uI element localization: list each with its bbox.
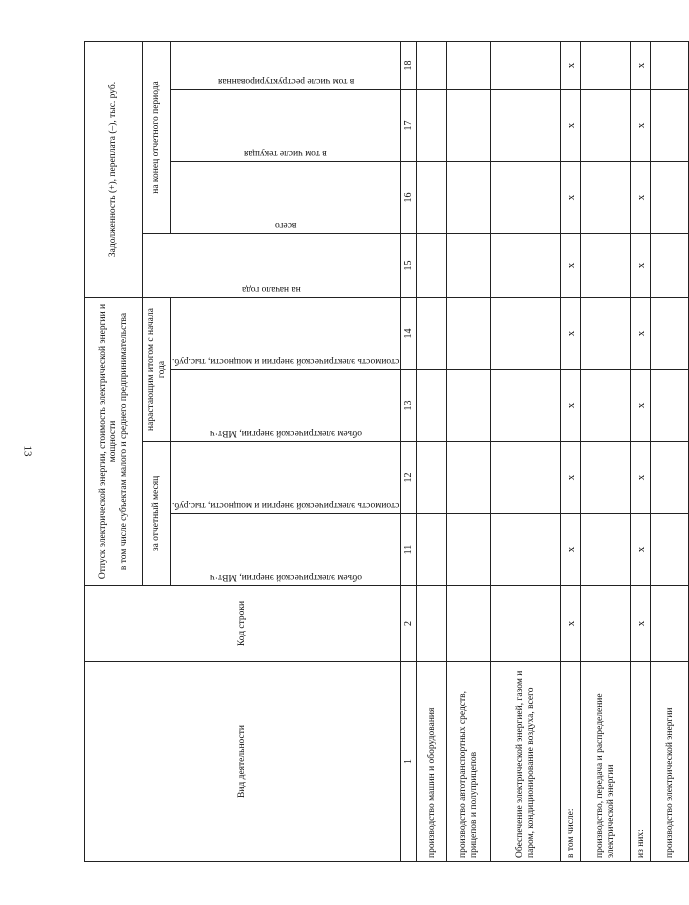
code-cell: х <box>631 586 651 662</box>
value-cell <box>581 297 631 369</box>
col-number: 12 <box>401 442 417 514</box>
value-cell <box>491 297 561 369</box>
value-cell <box>491 370 561 442</box>
header-vid: Вид деятельности <box>85 662 401 862</box>
value-cell <box>651 514 689 586</box>
table-row <box>581 41 631 861</box>
value-cell: х <box>631 89 651 161</box>
col-number: 17 <box>401 89 417 161</box>
value-cell: х <box>561 370 581 442</box>
header-sme: в том числе субъектам малого и среднего предпринимательства <box>118 312 129 571</box>
value-cell <box>417 514 447 586</box>
activity-cell: производство автотранспортных средств, прицепов и полуприцепов <box>447 662 491 862</box>
col-number: 15 <box>401 233 417 297</box>
header-debt: Задолженность (+), переплата (–), тыс. руб. <box>85 41 143 297</box>
code-cell: х <box>561 586 581 662</box>
statistics-table <box>84 42 675 862</box>
value-cell <box>417 161 447 233</box>
col-number: 14 <box>401 297 417 369</box>
value-cell <box>491 514 561 586</box>
header-volume-month: объем электрической энергии, МВт·ч <box>171 514 401 586</box>
value-cell <box>581 89 631 161</box>
col-number: 18 <box>401 41 417 89</box>
value-cell <box>417 41 447 89</box>
header-debt-end: на конец отчетного периода <box>143 41 171 233</box>
value-cell <box>447 297 491 369</box>
table-row <box>417 41 447 861</box>
value-cell <box>651 370 689 442</box>
table-body <box>417 41 689 861</box>
header-period-month: за отчетный месяц <box>143 442 171 586</box>
col-number: 16 <box>401 161 417 233</box>
value-cell <box>651 233 689 297</box>
value-cell: х <box>561 442 581 514</box>
value-cell: х <box>631 161 651 233</box>
value-cell <box>491 161 561 233</box>
table-row <box>631 41 651 861</box>
value-cell <box>651 41 689 89</box>
value-cell <box>447 514 491 586</box>
value-cell <box>417 297 447 369</box>
value-cell <box>417 370 447 442</box>
value-cell: х <box>631 297 651 369</box>
value-cell <box>581 233 631 297</box>
col-number: 11 <box>401 514 417 586</box>
value-cell <box>651 442 689 514</box>
value-cell <box>447 370 491 442</box>
value-cell <box>651 297 689 369</box>
value-cell <box>417 442 447 514</box>
code-cell <box>491 586 561 662</box>
activity-cell: производство машин и оборудования <box>417 662 447 862</box>
value-cell <box>491 442 561 514</box>
activity-cell: из них: <box>631 662 651 862</box>
value-cell <box>581 370 631 442</box>
col-number: 1 <box>401 662 417 862</box>
value-cell <box>581 442 631 514</box>
code-cell <box>417 586 447 662</box>
activity-cell: в том числе: <box>561 662 581 862</box>
header-debt-total: всего <box>171 161 401 233</box>
value-cell <box>651 161 689 233</box>
value-cell <box>447 442 491 514</box>
value-cell <box>417 233 447 297</box>
activity-cell: производство электрической энергии <box>651 662 689 862</box>
code-cell <box>447 586 491 662</box>
column-number-row <box>401 41 417 861</box>
code-cell <box>581 586 631 662</box>
header-debt-restructured: в том числе реструктурированная <box>171 41 401 89</box>
value-cell: х <box>561 297 581 369</box>
table-row <box>651 41 689 861</box>
value-cell <box>581 514 631 586</box>
col-number: 13 <box>401 370 417 442</box>
value-cell <box>417 89 447 161</box>
header-volume-cumulative: объем электрической энергии, МВт·ч <box>171 370 401 442</box>
header-cost-cumulative: стоимость электрической энергии и мощности, тыс.руб. <box>171 297 401 369</box>
table-row <box>561 41 581 861</box>
value-cell: х <box>561 514 581 586</box>
value-cell <box>447 161 491 233</box>
header-debt-start: на начало года <box>143 233 401 297</box>
activity-cell: Обеспечение электрической энергией, газом и паром, кондиционирование воздуха, всего <box>491 662 561 862</box>
value-cell <box>447 89 491 161</box>
header-cost-month: стоимость электрической энергии и мощности, тыс.руб. <box>171 442 401 514</box>
header-code: Код строки <box>85 586 401 662</box>
value-cell <box>447 41 491 89</box>
value-cell: х <box>561 41 581 89</box>
value-cell <box>491 41 561 89</box>
activity-cell: производство, передача и распределение электрической энергии <box>581 662 631 862</box>
code-cell <box>651 586 689 662</box>
value-cell: х <box>631 442 651 514</box>
header-otpusk <box>85 297 143 585</box>
header-period-cumulative: нарастающим итогом с начала года <box>143 297 171 441</box>
value-cell <box>581 161 631 233</box>
value-cell <box>491 233 561 297</box>
value-cell <box>651 89 689 161</box>
table-row <box>491 41 561 861</box>
value-cell: х <box>631 514 651 586</box>
value-cell: х <box>561 161 581 233</box>
value-cell: х <box>631 233 651 297</box>
value-cell <box>447 233 491 297</box>
value-cell: х <box>631 370 651 442</box>
table-row <box>447 41 491 861</box>
value-cell <box>581 41 631 89</box>
value-cell <box>491 89 561 161</box>
value-cell: х <box>631 41 651 89</box>
page-number: 13 <box>21 445 34 457</box>
header-otpusk-title: Отпуск электрической энергии, стоимость электрической энергии и мощности <box>97 303 119 580</box>
value-cell: х <box>561 233 581 297</box>
col-number: 2 <box>401 586 417 662</box>
value-cell: х <box>561 89 581 161</box>
header-debt-current: в том числе текущая <box>171 89 401 161</box>
